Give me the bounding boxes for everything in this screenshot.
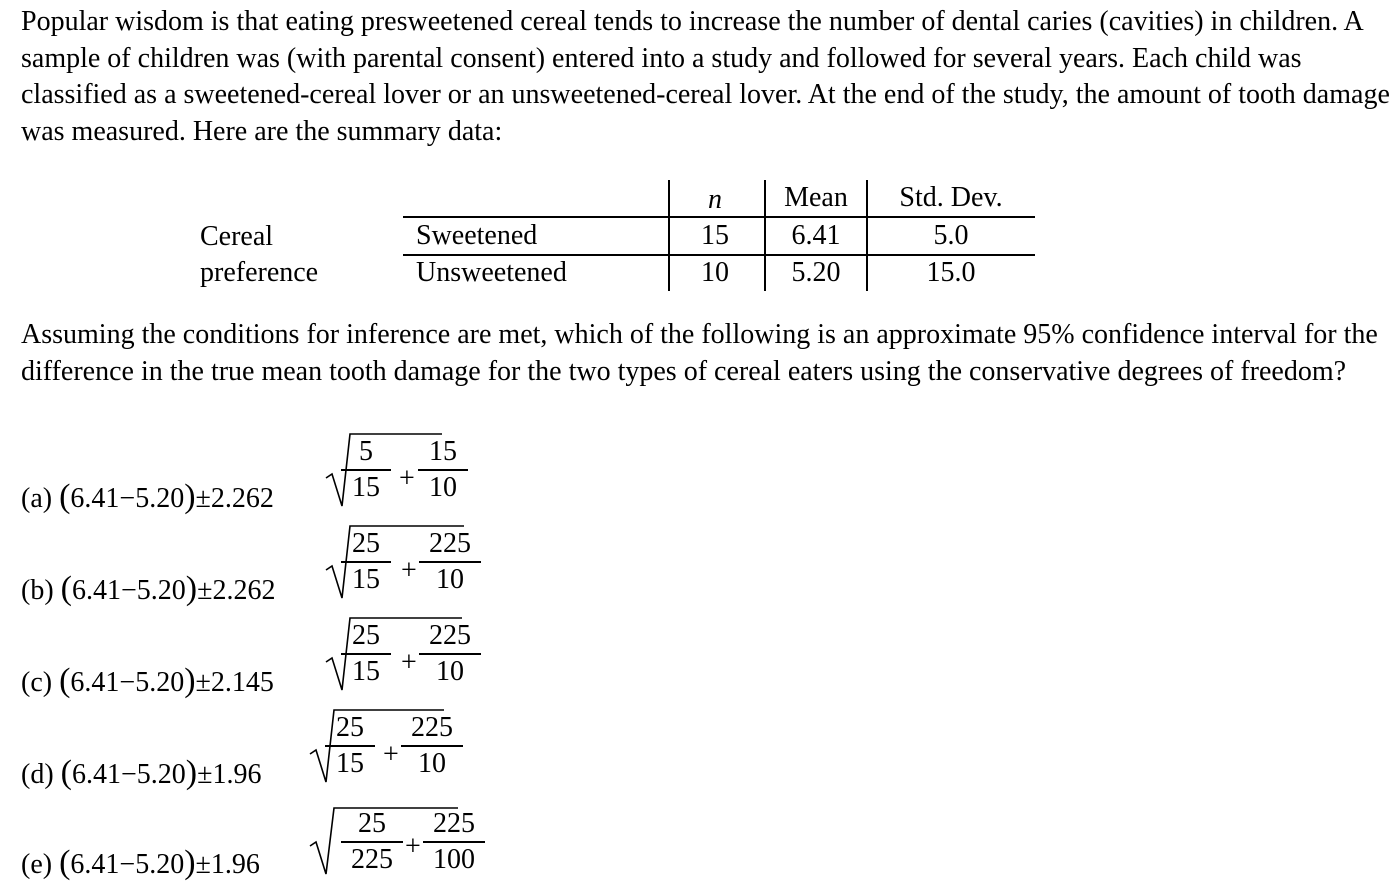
choice-e-fraction-2: 225 100 xyxy=(423,808,485,876)
header-n: n xyxy=(708,184,722,215)
choice-c-fraction-2: 225 10 xyxy=(419,620,481,688)
choice-c-expression: (c) (6.41−5.20)±2.145 xyxy=(21,662,274,699)
choice-e-fraction-1: 25 225 xyxy=(341,808,403,876)
table-divider-3 xyxy=(866,180,868,291)
choice-b-plus: + xyxy=(401,555,417,586)
choice-b-expression: (b) (6.41−5.20)±2.262 xyxy=(21,570,276,607)
group-label-preference: preference xyxy=(200,257,319,288)
choice-d-plus: + xyxy=(383,739,399,770)
cell-unsweetened-n: 10 xyxy=(701,257,729,288)
cell-sweetened-sd: 5.0 xyxy=(933,220,969,251)
group-label-cereal: Cereal xyxy=(200,221,274,252)
header-mean: Mean xyxy=(784,182,848,213)
choice-d-fraction-1: 25 15 xyxy=(325,712,375,780)
cell-unsweetened-mean: 5.20 xyxy=(791,257,841,288)
table-rule-middle xyxy=(403,254,1035,256)
choice-c-fraction-1: 25 15 xyxy=(341,620,391,688)
table-divider-2 xyxy=(764,180,766,291)
cell-sweetened-mean: 6.41 xyxy=(791,220,841,251)
choice-e-plus: + xyxy=(405,831,421,862)
choice-c[interactable] xyxy=(21,604,481,700)
table-divider-1 xyxy=(668,180,670,291)
choice-d[interactable] xyxy=(21,696,481,792)
choice-b-fraction-1: 25 15 xyxy=(341,528,391,596)
choice-a-plus: + xyxy=(399,463,415,494)
choice-b-fraction-2: 225 10 xyxy=(419,528,481,596)
intro-paragraph: Popular wisdom is that eating presweetened cereal tends to increase the number of dental caries (cavities) in children. A sample of children was (with parental consent) entered into a study and followed for several years. Each child was classified as a sweetened-cereal lover or an unsweetened-cereal lover. At the end of the study, the amount of tooth damage was measured. Here are the summary data: xyxy=(21,6,1390,147)
question-paragraph: Assuming the conditions for inference are met, which of the following is an approximate 95% confidence interval for the difference in the true mean tooth damage for the two types of cereal eaters using the conservative degrees of freedom? xyxy=(21,319,1378,387)
row-label-sweetened: Sweetened xyxy=(416,220,538,251)
cell-sweetened-n: 15 xyxy=(701,220,729,251)
choice-a-fraction-1: 5 15 xyxy=(341,436,391,504)
choice-b[interactable] xyxy=(21,512,481,608)
table-rule-header xyxy=(403,216,1035,218)
row-label-unsweetened: Unsweetened xyxy=(416,257,567,288)
header-std-dev: Std. Dev. xyxy=(899,182,1003,213)
choice-d-fraction-2: 225 10 xyxy=(401,712,463,780)
choice-a[interactable] xyxy=(21,420,481,516)
choice-a-expression: (a) (6.41−5.20)±2.262 xyxy=(21,478,274,515)
choice-c-plus: + xyxy=(401,647,417,678)
choice-e-expression: (e) (6.41−5.20)±1.96 xyxy=(21,844,260,881)
choice-a-fraction-2: 15 10 xyxy=(418,436,468,504)
choice-d-expression: (d) (6.41−5.20)±1.96 xyxy=(21,754,262,791)
cell-unsweetened-sd: 15.0 xyxy=(926,257,976,288)
choice-e[interactable] xyxy=(21,786,481,882)
